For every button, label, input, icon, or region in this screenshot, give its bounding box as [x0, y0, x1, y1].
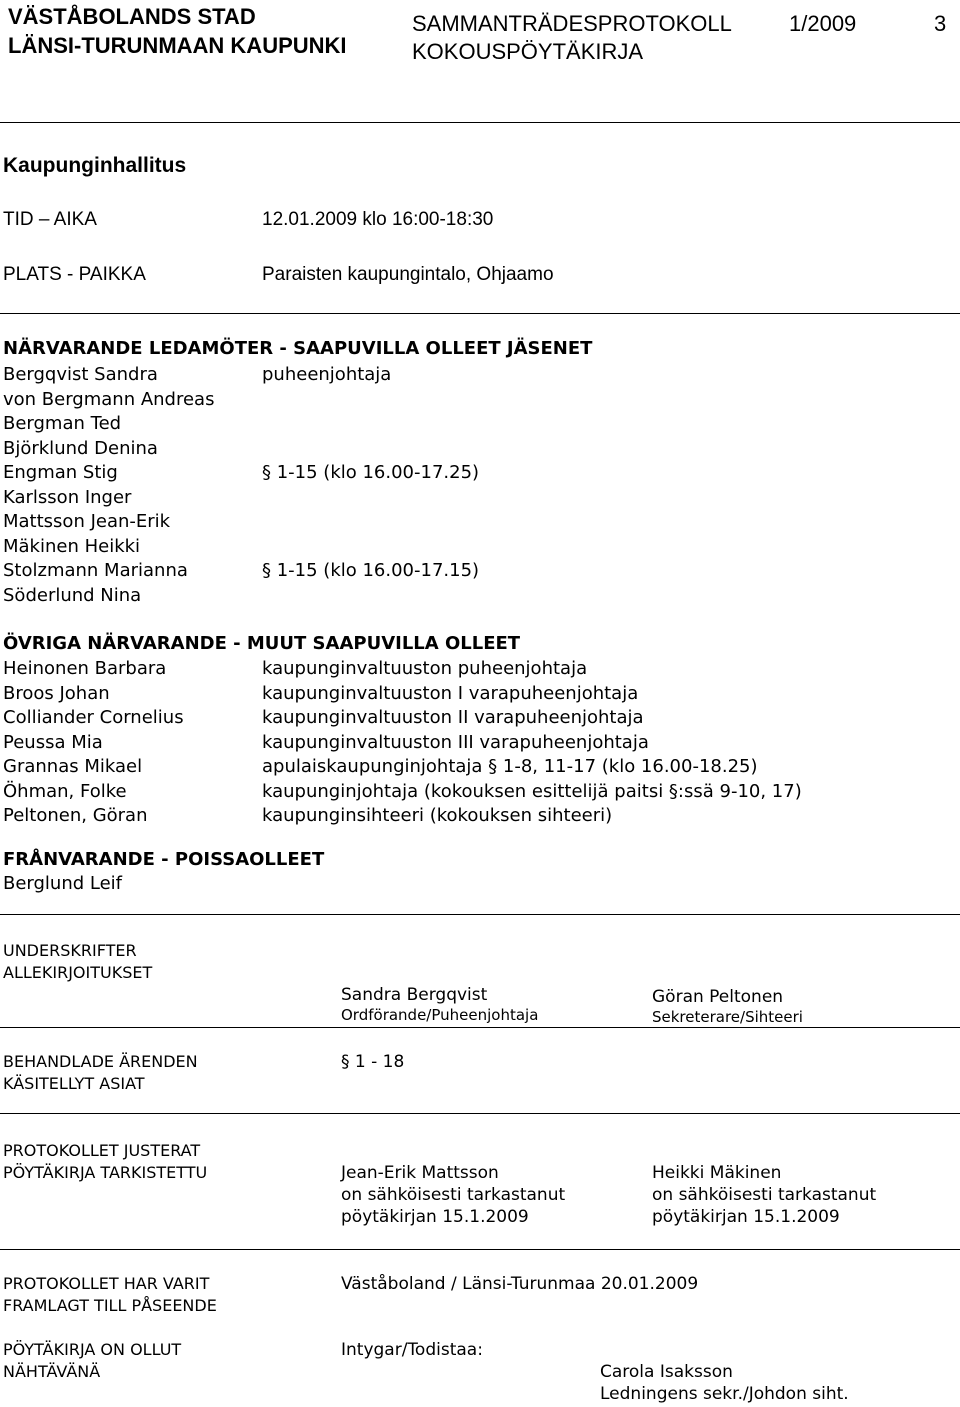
list-item	[3, 486, 943, 511]
items-divider	[0, 1113, 960, 1114]
public-label-1: PÖYTÄKIRJA ON OLLUT	[3, 1340, 182, 1359]
member-note: § 1-15 (klo 16.00-17.15)	[262, 560, 480, 581]
items-label-sv: BEHANDLADE ÄRENDEN	[3, 1052, 198, 1071]
checker-2-name: Heikki Mäkinen	[652, 1163, 782, 1183]
list-item	[3, 706, 953, 731]
others-list	[3, 657, 953, 829]
displayed-label-sv: PROTOKOLLET HAR VARIT	[3, 1274, 210, 1293]
certifier-name: Carola Isaksson	[600, 1362, 733, 1382]
secretary-title: Sekreterare/Sihteeri	[652, 1008, 803, 1026]
person-name: Broos Johan	[3, 682, 110, 704]
doc-type-fi: KOKOUSPÖYTÄKIRJA	[412, 39, 644, 64]
checked-label-sv: PROTOKOLLET JUSTERAT	[3, 1141, 201, 1160]
member-note: puheenjohtaja	[262, 364, 392, 385]
place-label: PLATS - PAIKKA	[3, 264, 146, 285]
list-item	[3, 755, 953, 780]
person-role: kaupunginvaltuuston III varapuheenjohtaja	[262, 731, 649, 753]
time-label: TID – AIKA	[3, 209, 97, 230]
person-role: kaupunginjohtaja (kokouksen esittelijä paitsi §:ssä 9-10, 17)	[262, 780, 802, 802]
place-value: Paraisten kaupungintalo, Ohjaamo	[262, 264, 554, 285]
doc-type-sv: SAMMANTRÄDESPROTOKOLL	[412, 11, 732, 36]
public-label-2: NÄHTÄVÄNÄ	[3, 1362, 101, 1381]
signatures-label-sv: UNDERSKRIFTER	[3, 941, 137, 960]
displayed-value: Väståboland / Länsi-Turunmaa 20.01.2009	[341, 1274, 699, 1294]
person-name: Öhman, Folke	[3, 780, 127, 802]
list-item	[3, 682, 953, 707]
checked-divider	[0, 1249, 960, 1250]
person-name: Grannas Mikael	[3, 756, 143, 777]
list-item	[3, 780, 953, 805]
list-item	[3, 461, 943, 486]
list-item	[3, 657, 953, 682]
person-name: Peussa Mia	[3, 731, 103, 753]
list-item	[3, 559, 943, 584]
chair-name: Sandra Bergqvist	[341, 985, 488, 1005]
person-role: kaupunginvaltuuston I varapuheenjohtaja	[262, 682, 639, 704]
list-item	[3, 804, 953, 829]
list-item	[3, 510, 943, 535]
list-item	[3, 731, 953, 756]
items-value: § 1 - 18	[341, 1052, 405, 1072]
time-value: 12.01.2009 klo 16:00-18:30	[262, 209, 494, 230]
meeting-divider	[0, 313, 960, 314]
list-item	[3, 584, 943, 609]
items-label-fi: KÄSITELLYT ASIAT	[3, 1074, 145, 1093]
checked-label-fi: PÖYTÄKIRJA TARKISTETTU	[3, 1163, 208, 1182]
member-name: Karlsson Inger	[3, 486, 132, 508]
org-name-fi: LÄNSI-TURUNMAAN KAUPUNKI	[8, 33, 347, 58]
list-item	[3, 388, 943, 413]
member-name: von Bergmann Andreas	[3, 388, 215, 410]
chair-title: Ordförande/Puheenjohtaja	[341, 1006, 539, 1024]
absent-divider	[0, 914, 960, 915]
page-number: 3	[934, 11, 947, 36]
list-item	[3, 535, 943, 560]
present-list	[3, 363, 943, 608]
member-name: Söderlund Nina	[3, 584, 142, 606]
member-name: Stolzmann Marianna	[3, 560, 188, 581]
secretary-name: Göran Peltonen	[652, 987, 784, 1007]
checker-1-note: on sähköisesti tarkastanut	[341, 1185, 566, 1205]
member-name: Engman Stig	[3, 462, 118, 483]
displayed-label-sv2: FRAMLAGT TILL PÅSEENDE	[3, 1296, 217, 1315]
member-name: Bergman Ted	[3, 413, 122, 434]
member-name: Mäkinen Heikki	[3, 535, 141, 557]
person-name: Peltonen, Göran	[3, 805, 148, 826]
person-role: kaupunginvaltuuston II varapuheenjohtaja	[262, 707, 644, 728]
absent-heading: FRÅNVARANDE - POISSAOLLEET	[3, 849, 325, 870]
doc-number: 1/2009	[789, 11, 857, 36]
signatures-label-fi: ALLEKIRJOITUKSET	[3, 963, 153, 982]
page-title: Kaupunginhallitus	[3, 154, 187, 177]
header-divider	[0, 122, 960, 123]
checker-2-date: pöytäkirjan 15.1.2009	[652, 1207, 840, 1227]
list-item	[3, 412, 943, 437]
certify-label: Intygar/Todistaa:	[341, 1340, 483, 1360]
checker-1-date: pöytäkirjan 15.1.2009	[341, 1207, 529, 1227]
person-role: apulaiskaupunginjohtaja § 1-8, 11-17 (klo 16.00-18.25)	[262, 756, 758, 777]
others-heading: ÖVRIGA NÄRVARANDE - MUUT SAAPUVILLA OLLEET	[3, 633, 521, 654]
absent-person: Berglund Leif	[3, 873, 123, 894]
present-heading: NÄRVARANDE LEDAMÖTER - SAAPUVILLA OLLEET JÄSENET	[3, 338, 593, 359]
member-name: Bergqvist Sandra	[3, 364, 158, 385]
certifier-title: Ledningens sekr./Johdon siht.	[600, 1384, 849, 1404]
checker-2	[652, 1162, 876, 1228]
person-name: Colliander Cornelius	[3, 707, 184, 728]
member-name: Mattsson Jean-Erik	[3, 511, 171, 532]
checker-1	[341, 1162, 565, 1228]
checker-1-name: Jean-Erik Mattsson	[341, 1163, 499, 1183]
person-name: Heinonen Barbara	[3, 658, 167, 679]
member-name: Björklund Denina	[3, 437, 158, 459]
checker-2-note: on sähköisesti tarkastanut	[652, 1185, 877, 1205]
list-item	[3, 363, 943, 388]
org-name-sv: VÄSTÅBOLANDS STAD	[8, 4, 256, 29]
member-note: § 1-15 (klo 16.00-17.25)	[262, 462, 480, 483]
person-role: kaupunginvaltuuston puheenjohtaja	[262, 658, 588, 679]
list-item	[3, 437, 943, 462]
person-role: kaupunginsihteeri (kokouksen sihteeri)	[262, 805, 613, 826]
signatures-divider	[0, 1027, 960, 1028]
